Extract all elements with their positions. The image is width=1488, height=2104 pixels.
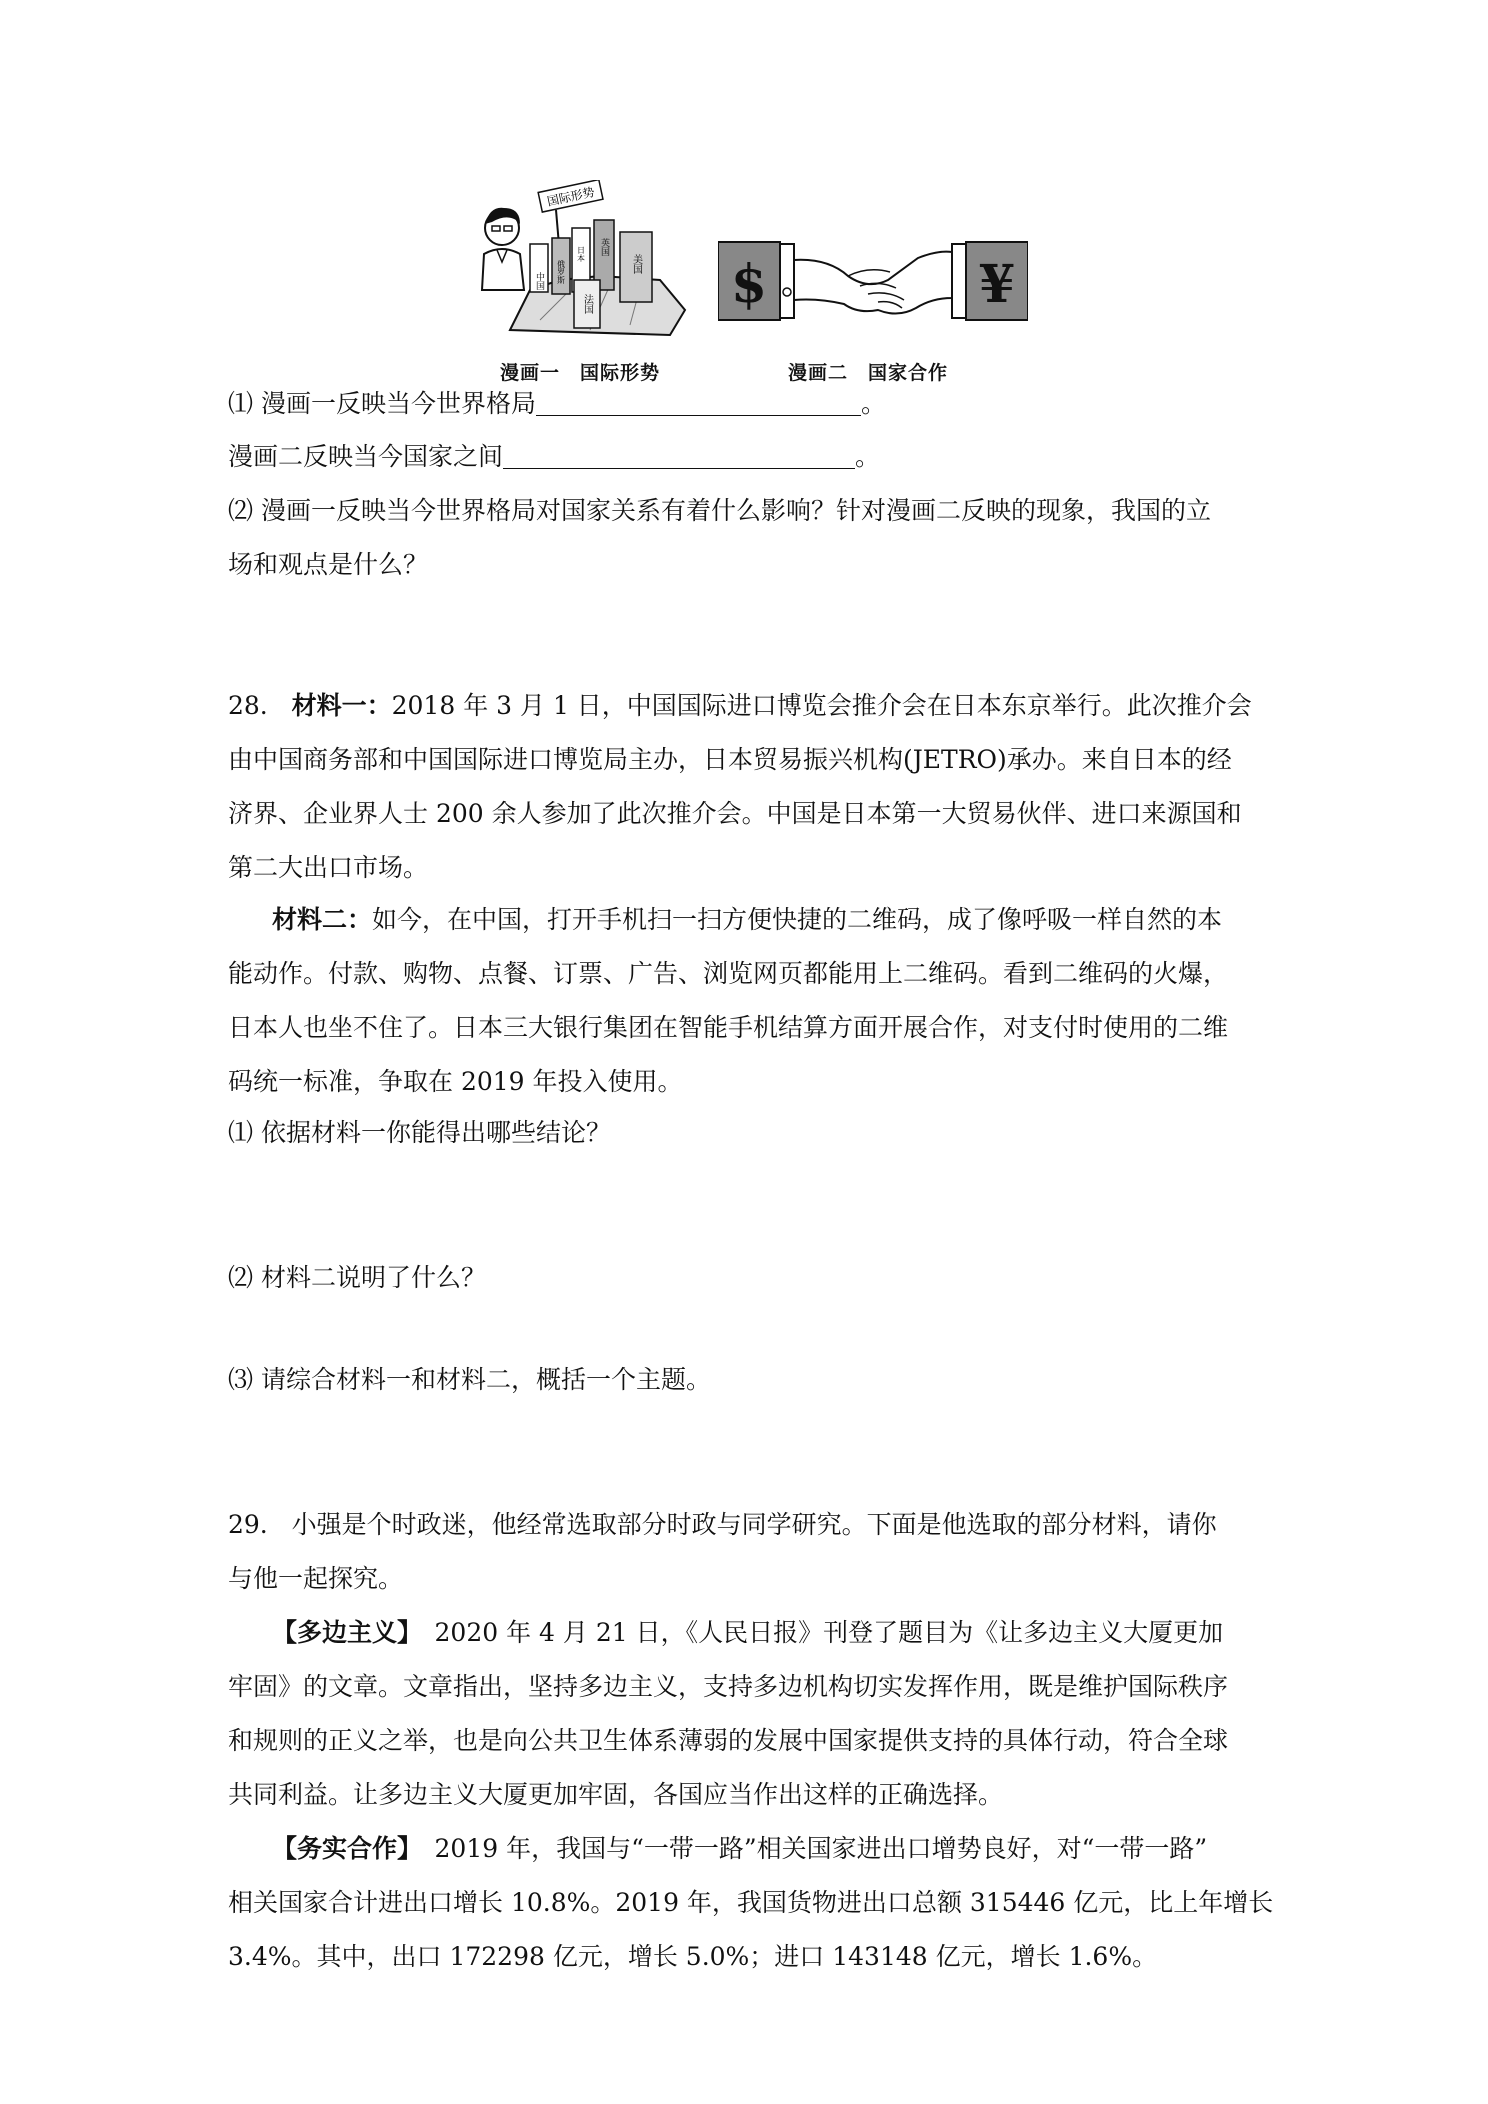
q29-section1-line1: [272, 1610, 1223, 1656]
q28-material1-label: 材料一：: [291, 691, 392, 720]
answer-blank[interactable]: [536, 385, 861, 416]
comic-one-label: 美国: [630, 254, 642, 274]
comic-one-illustration: [470, 180, 700, 340]
answer-blank[interactable]: [503, 438, 855, 469]
comic-two-caption: 漫画二 国家合作: [788, 362, 949, 384]
q29-section1-label: 【多边主义】: [272, 1618, 410, 1647]
q28-question3: ⑶ 请综合材料一和材料二，概括一个主题。: [228, 1365, 711, 1394]
q29-section2-line2: 相关国家合计进出口增长 10.8%。2019 年，我国货物进出口总额 315446 亿元，比上年增长: [228, 1888, 1274, 1917]
comic-one-sign-text: 国际形势: [545, 184, 596, 209]
comic-one-label: 俄罗斯: [556, 260, 566, 284]
comics-figure: [470, 180, 1030, 384]
q28-material2-label: 材料二：: [272, 905, 373, 934]
q29-section1-text: 2020 年 4 月 21 日，《人民日报》刊登了题目为《让多边主义大厦更加: [409, 1618, 1224, 1647]
q28-material2-line1: [272, 897, 1222, 943]
q28-material1-text: 2018 年 3 月 1 日，中国国际进口博览会推介会在日本东京举行。此次推介会: [391, 691, 1252, 720]
q27-part1b-text: 漫画二反映当今国家之间: [228, 442, 504, 471]
comic-one: [470, 180, 700, 384]
q28-material2-line3: 日本人也坐不住了。日本三大银行集团在智能手机结算方面开展合作，对支付时使用的二维: [228, 1013, 1229, 1042]
comic-one-label: 中国: [534, 272, 544, 290]
q28-material1-line1: [228, 683, 1252, 729]
q28-material1-line2: 由中国商务部和中国国际进口博览局主办，日本贸易振兴机构(JETRO)承办。来自日本的经: [228, 745, 1232, 774]
q27-part1a-end: 。: [860, 389, 886, 418]
q27-part2-line1: ⑵ 漫画一反映当今世界格局对国家关系有着什么影响？针对漫画二反映的现象，我国的立: [228, 496, 1211, 525]
q29-number: 29.: [228, 1510, 268, 1539]
q29-intro-line2: 与他一起探究。: [228, 1564, 404, 1593]
comic-two-illustration: [718, 180, 1028, 340]
q27-part1a-text: ⑴ 漫画一反映当今世界格局: [228, 389, 536, 418]
q27-part1b-end: 。: [855, 442, 881, 471]
q29-section1-line3: 和规则的正义之举，也是向公共卫生体系薄弱的发展中国家提供支持的具体行动，符合全球: [228, 1726, 1229, 1755]
comic-two: [718, 180, 1028, 384]
q28-number: 28.: [228, 691, 268, 720]
comic-one-caption: 漫画一 国际形势: [500, 362, 661, 384]
q28-material2-line2: 能动作。付款、购物、点餐、订票、广告、浏览网页都能用上二维码。看到二维码的火爆，: [228, 959, 1229, 988]
q28-material1-line3: 济界、企业界人士 200 余人参加了此次推介会。中国是日本第一大贸易伙伴、进口来源国和: [228, 799, 1242, 828]
dollar-sign-icon: $: [730, 254, 768, 315]
q29-intro-line1: [228, 1502, 1217, 1548]
q29-section2-line3: 3.4%。其中，出口 172298 亿元，增长 5.0%；进口 143148 亿元，增长 1.6%。: [228, 1942, 1158, 1971]
q28-question1: ⑴ 依据材料一你能得出哪些结论？: [228, 1118, 611, 1147]
comic-one-label: 英国: [599, 238, 609, 256]
q27-part1a: [228, 381, 886, 427]
q28-material1-line4: 第二大出口市场。: [228, 853, 429, 882]
q29-section2-text: 2019 年，我国与“一带一路”相关国家进出口增势良好，对“一带一路”: [409, 1834, 1208, 1863]
q29-section2-label: 【务实合作】: [272, 1834, 410, 1863]
q27-part2-line2: 场和观点是什么？: [228, 550, 429, 579]
comic-one-label: 日本: [576, 246, 586, 262]
q29-section1-line2: 牢固》的文章。文章指出，坚持多边主义，支持多边机构切实发挥作用，既是维护国际秩序: [228, 1672, 1229, 1701]
yen-sign-icon: ¥: [978, 254, 1016, 315]
q29-intro-text: 小强是个时政迷，他经常选取部分时政与同学研究。下面是他选取的部分材料，请你: [291, 1510, 1217, 1539]
q28-question2: ⑵ 材料二说明了什么？: [228, 1263, 486, 1292]
q29-section1-line4: 共同利益。让多边主义大厦更加牢固，各国应当作出这样的正确选择。: [228, 1780, 1004, 1809]
q28-material2-line4: 码统一标准，争取在 2019 年投入使用。: [228, 1067, 683, 1096]
q28-material2-text: 如今，在中国，打开手机扫一扫方便快捷的二维码，成了像呼吸一样自然的本: [372, 905, 1223, 934]
q27-part1b: [228, 434, 880, 480]
comic-one-label: 法国: [581, 294, 593, 314]
q29-section2-line1: [272, 1826, 1207, 1872]
